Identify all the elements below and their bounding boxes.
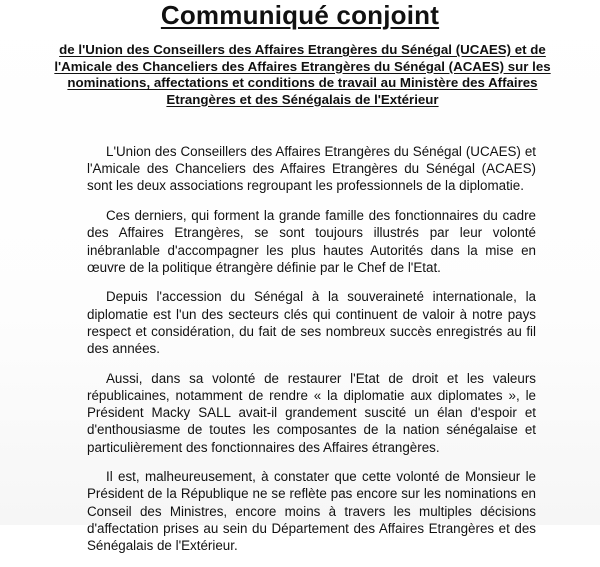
body-paragraph: Il est, malheureusement, à constater que cette volonté de Monsieur le Président de la République ne se reflète pas encore sur les nominations en Conseil des Ministres, encore moins à travers les multiples décisions d'affectation prises au sein du Département des Affaires Etrangères et des Sénégalais de l'Extérieur. xyxy=(87,469,536,554)
body-paragraph: Ces derniers, qui forment la grande famille des fonctionnaires du cadre des Affaires Etrangères, se sont toujours illustrés par leur volonté inébranlable d'accompagner les plus hautes Autorités dans la mise en œuvre de la politique étrangère définie par le Chef de l'Etat. xyxy=(87,208,536,275)
document-title: Communiqué conjoint xyxy=(160,0,440,30)
document-body xyxy=(87,143,536,567)
document-subtitle: de l'Union des Conseillers des Affaires Etrangères du Sénégal (UCAES) et de l'Amicale des Chanceliers des Affaires Etrangères du Sénégal (ACAES) sur les nominations, affectations et conditions de travail au Ministère des Affaires Etrangères et des Sénégalais de l'Extérieur xyxy=(54,42,551,107)
body-paragraph: Depuis l'accession du Sénégal à la souveraineté internationale, la diplomatie est l'un des secteurs clés qui continuent de valoir à notre pays respect et considération, du fait de ses nombreux succès enregistrés au fil des années. xyxy=(87,289,536,357)
body-paragraph: L'Union des Conseillers des Affaires Etrangères du Sénégal (UCAES) et l'Amicale des Chanceliers des Affaires Etrangères du Sénégal (ACAES) sont les deux associations regroupant les professionnels de la diplomatie. xyxy=(87,144,536,194)
body-paragraph: Aussi, dans sa volonté de restaurer l'Etat de droit et les valeurs républicaines, notamment de rendre « la diplomatie aux diplomates », le Président Macky SALL avait-il grandement suscité un élan d'espoir et d'enthousiasme de toutes les composantes de la nation sénégalaise et particulièrement des fonctionnaires des Affaires étrangères. xyxy=(87,370,536,455)
